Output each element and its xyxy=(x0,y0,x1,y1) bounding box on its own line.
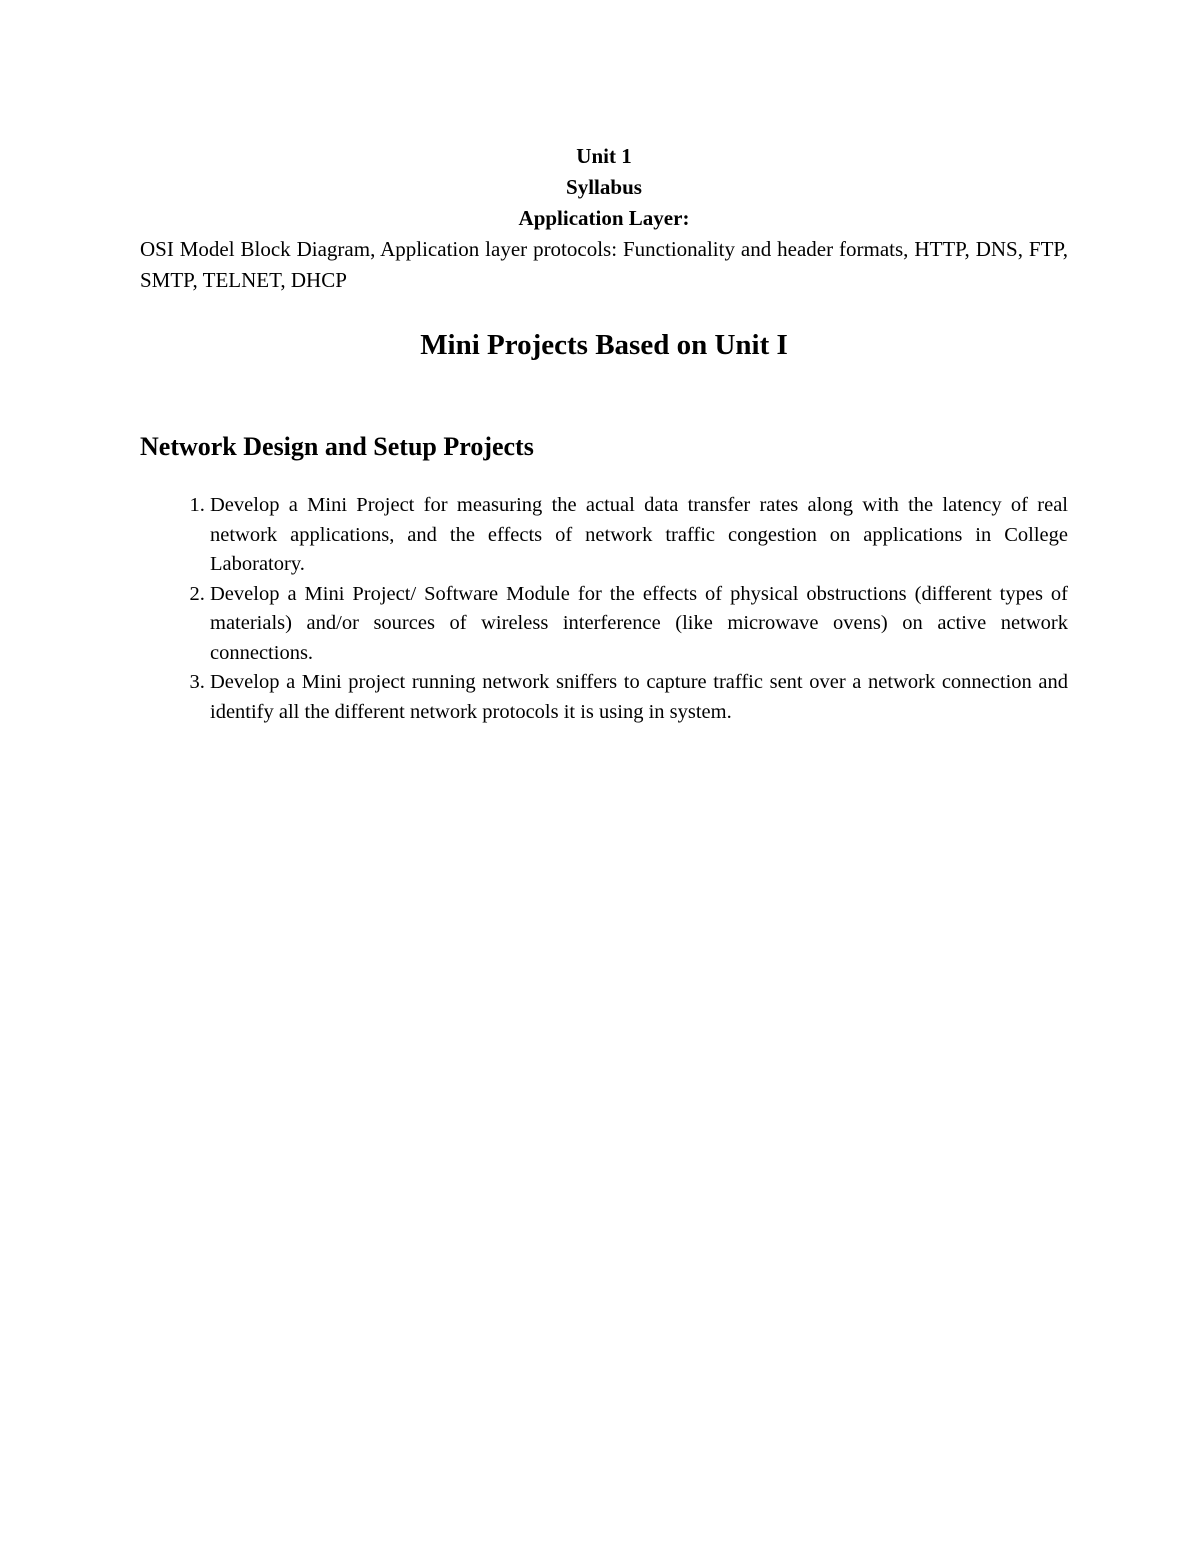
project-list xyxy=(140,491,1068,727)
project-item-2: 2. Develop a Mini Project/ Software Module for the effects of physical obstructions (different types of materials) and/or sources of wireless interference (like microwave ovens) on active network connections. xyxy=(210,580,1068,669)
application-layer-label: Application Layer: xyxy=(518,206,690,230)
syllabus-label: Syllabus xyxy=(566,175,642,199)
project-item-1: 1. Develop a Mini Project for measuring the actual data transfer rates along with the latency of real network applications, and the effects of network traffic congestion on applications in College Laboratory. xyxy=(210,491,1068,580)
syllabus-text: OSI Model Block Diagram, Application layer protocols: Functionality and header formats, HTTP, DNS, FTP, SMTP, TELNET, DHCP xyxy=(140,237,1068,292)
project-item-3: 3. Develop a Mini project running network sniffers to capture traffic sent over a network connection and identify all the different network protocols it is using in system. xyxy=(210,668,1068,727)
section-heading: Network Design and Setup Projects xyxy=(140,432,534,461)
unit-title: Unit 1 xyxy=(576,144,632,168)
main-title: Mini Projects Based on Unit I xyxy=(420,329,788,361)
